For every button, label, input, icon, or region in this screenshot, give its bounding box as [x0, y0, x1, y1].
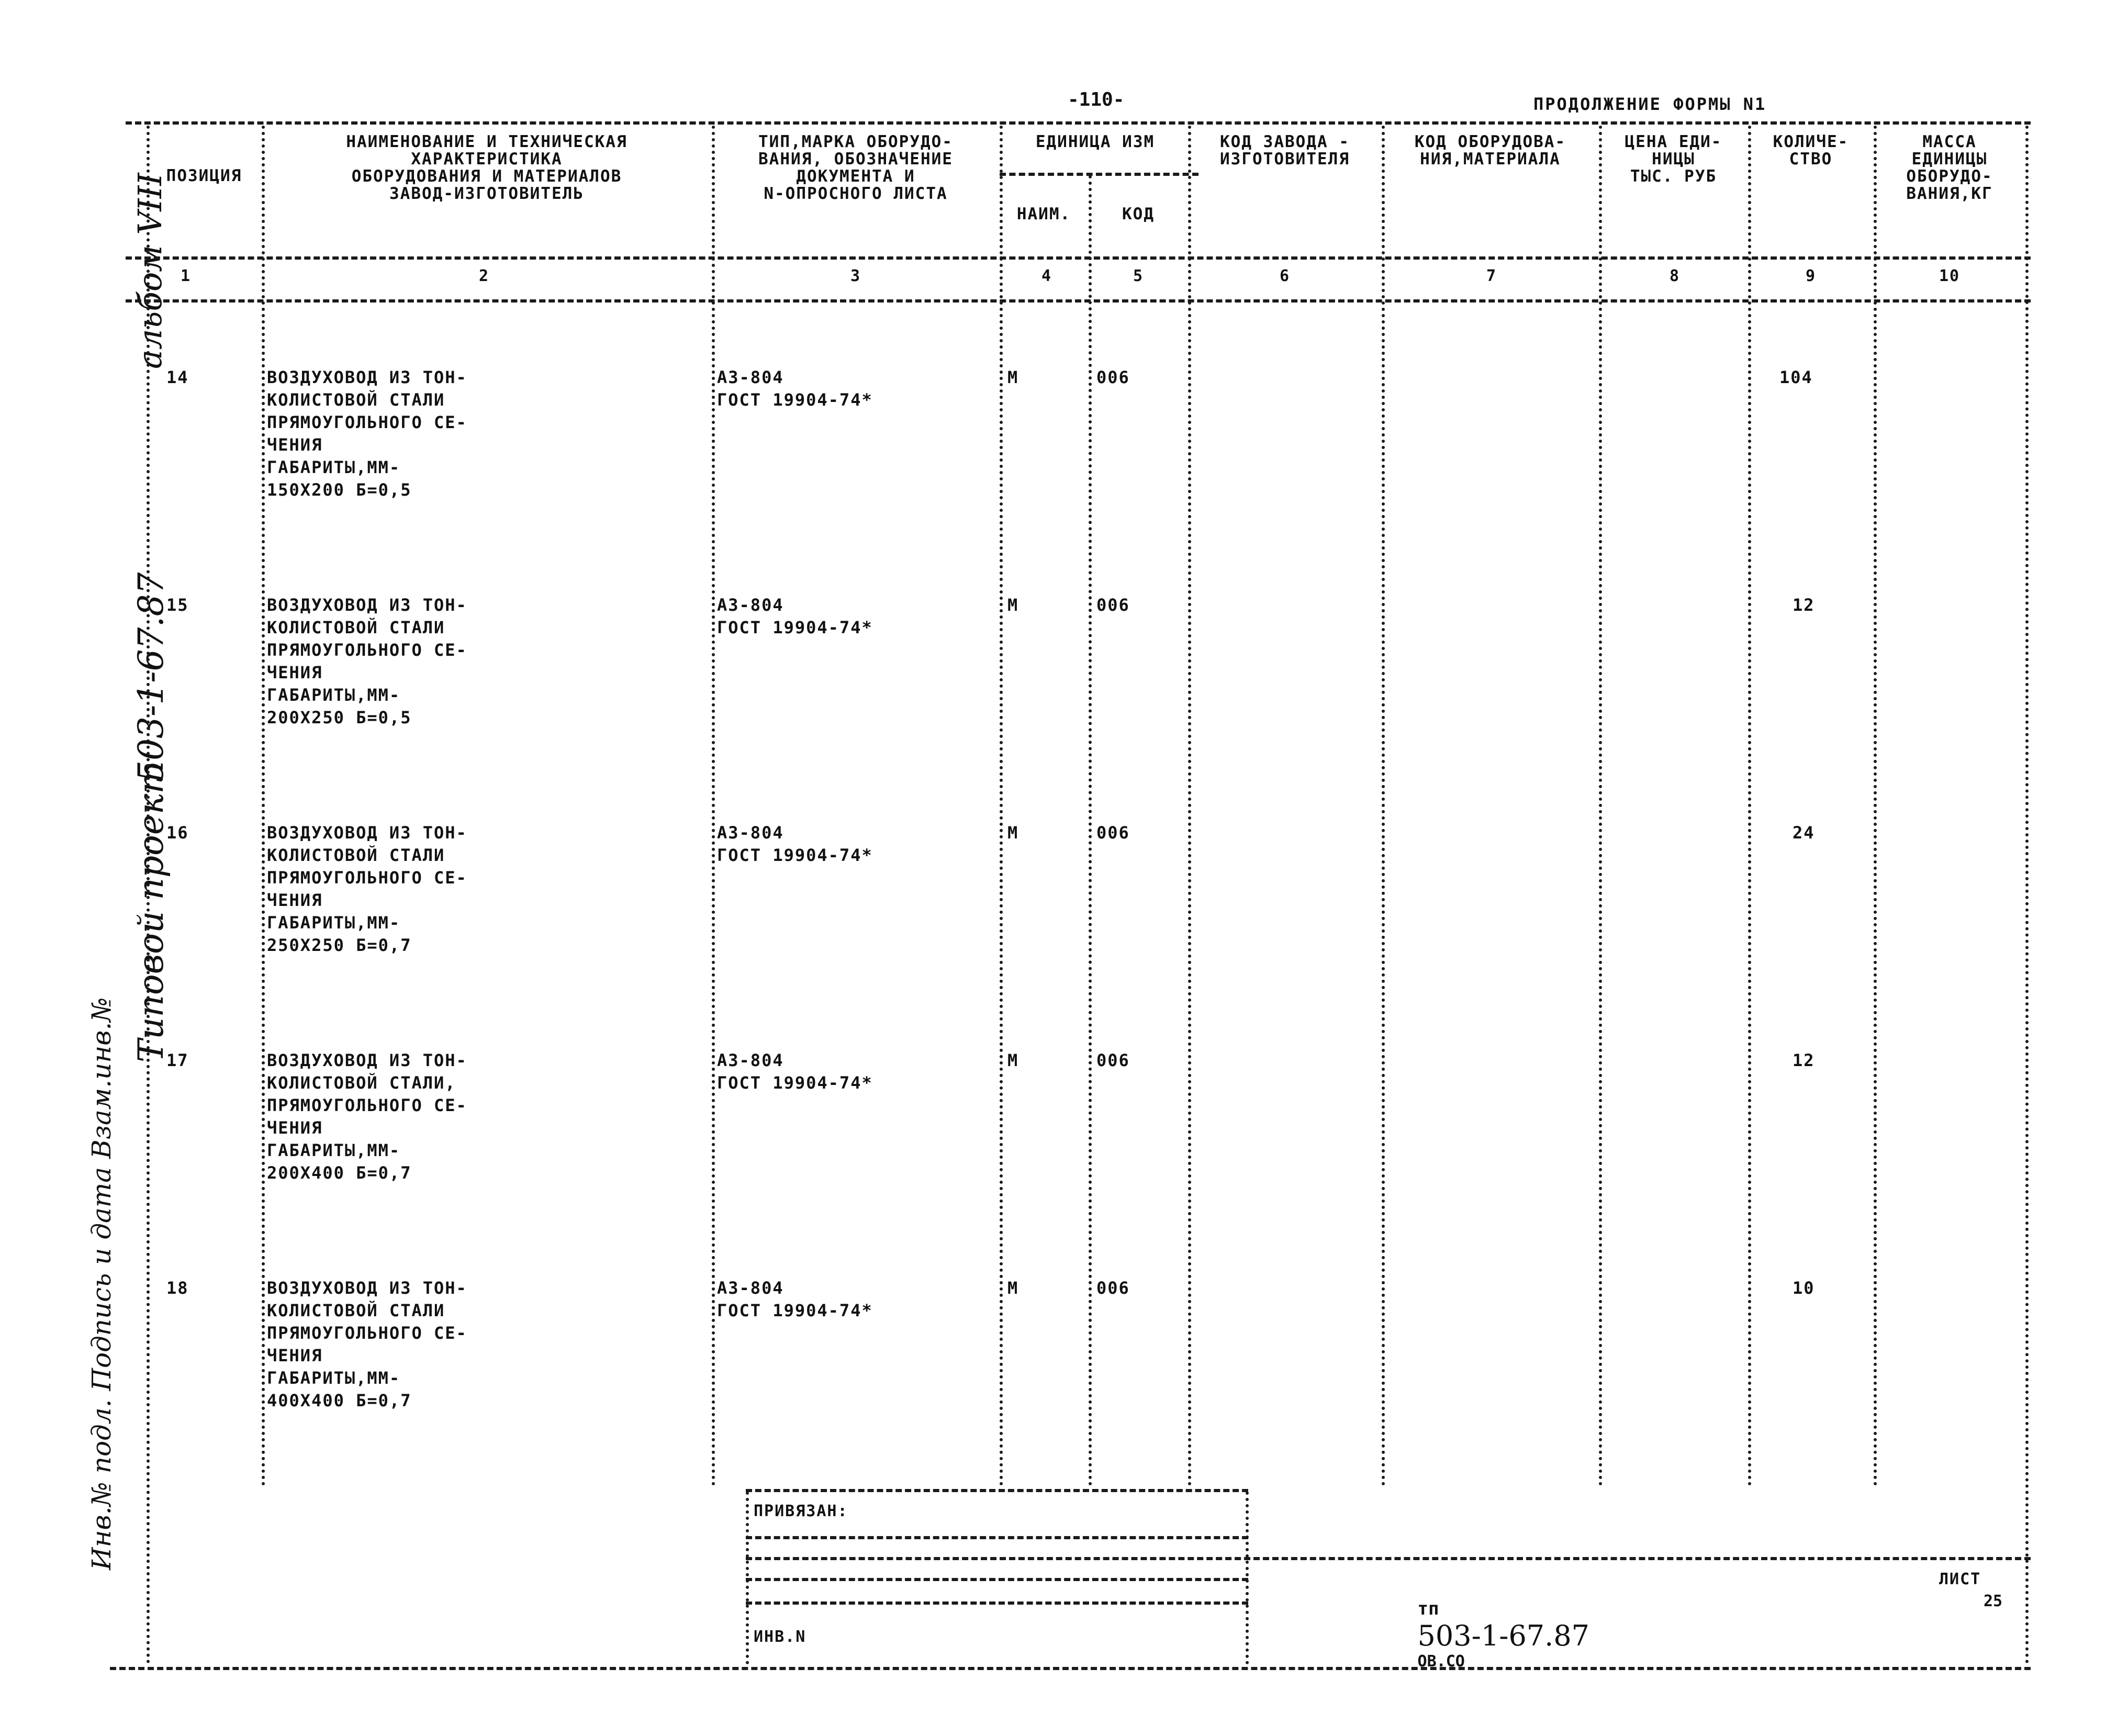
row-unit: М [1007, 595, 1019, 615]
col-sep [2025, 126, 2029, 1664]
row-unit: М [1007, 823, 1019, 843]
doc-code-number: 503-1-67.87 [1417, 1619, 1590, 1652]
row-unit: М [1007, 367, 1019, 387]
col-number: 6 [1280, 267, 1291, 285]
side-label-album: альбом VIII [131, 173, 169, 369]
stamp-rule [746, 1557, 2031, 1560]
continuation-title: ПРОДОЛЖЕНИЕ ФОРМЫ N1 [1533, 94, 1767, 114]
stamp-sep [1246, 1492, 1249, 1664]
row-position: 18 [166, 1278, 189, 1298]
side-label-project: Типовой проект [131, 761, 171, 1062]
row-name: ВОЗДУХОВОД ИЗ ТОН- КОЛИСТОВОЙ СТАЛИ, ПРЯМОУГОЛЬНОГО СЕ- ЧЕНИЯ ГАБАРИТЫ,ММ- 200Х400 Б=0,7 [267, 1050, 467, 1183]
col-number: 10 [1939, 267, 1961, 285]
table-top-rule [126, 121, 2031, 125]
header-bottom-rule [126, 256, 2031, 260]
col-header-quantity: КОЛИЧЕ- СТВО [1773, 132, 1849, 169]
unit-split-rule [1000, 173, 1198, 176]
col-header-unit: ЕДИНИЦА ИЗМ [1035, 132, 1155, 151]
row-unit: М [1007, 1050, 1019, 1070]
row-position: 15 [166, 595, 189, 615]
col-sep [262, 126, 265, 1486]
row-type: АЗ-804 ГОСТ 19904-74* [717, 595, 873, 637]
col-header-position: ПОЗИЦИЯ [166, 166, 242, 185]
row-unit: М [1007, 1278, 1019, 1298]
col-header-name: НАИМЕНОВАНИЕ И ТЕХНИЧЕСКАЯ ХАРАКТЕРИСТИКА ОБОРУДОВАНИЯ И МАТЕРИАЛОВ ЗАВОД-ИЗГОТОВИТЕЛЬ [346, 132, 628, 203]
row-unit-code: 006 [1096, 595, 1130, 615]
row-position: 14 [166, 367, 189, 387]
sheet-number: 25 [1984, 1592, 2003, 1610]
row-type: АЗ-804 ГОСТ 19904-74* [717, 1050, 873, 1093]
col-number: 8 [1670, 267, 1681, 285]
col-number: 9 [1806, 267, 1817, 285]
col-number: 1 [181, 267, 192, 285]
col-header-maker-code: КОД ЗАВОДА - ИЗГОТОВИТЕЛЯ [1220, 132, 1350, 169]
row-position: 16 [166, 823, 189, 843]
row-type: АЗ-804 ГОСТ 19904-74* [717, 367, 873, 410]
col-sep [1089, 175, 1092, 1486]
row-unit-code: 006 [1096, 1278, 1130, 1298]
col-number: 2 [479, 267, 490, 285]
col-number: 7 [1486, 267, 1497, 285]
col-sep [1000, 126, 1003, 1486]
sheet-label: ЛИСТ [1939, 1570, 1981, 1588]
row-type: АЗ-804 ГОСТ 19904-74* [717, 823, 873, 865]
doc-code-prefix: тп [1417, 1598, 1439, 1619]
row-unit-code: 006 [1096, 823, 1130, 843]
row-name: ВОЗДУХОВОД ИЗ ТОН- КОЛИСТОВОЙ СТАЛИ ПРЯМОУГОЛЬНОГО СЕ- ЧЕНИЯ ГАБАРИТЫ,ММ- 150Х200 Б=0,5 [267, 367, 467, 500]
col-header-equipment-code: КОД ОБОРУДОВА- НИЯ,МАТЕРИАЛА [1414, 132, 1566, 169]
side-label-code: 503-1-67.87 [131, 572, 171, 782]
col-header-type: ТИП,МАРКА ОБОРУДО- ВАНИЯ, ОБОЗНАЧЕНИЕ ДОКУМЕНТА И N-ОПРОСНОГО ЛИСТА [758, 132, 953, 203]
row-quantity: 12 [1793, 595, 1815, 615]
col-sep [712, 126, 715, 1486]
row-quantity: 24 [1793, 823, 1815, 843]
stamp-rule [746, 1578, 1248, 1581]
col-sep [1188, 126, 1191, 1486]
col-number: 3 [850, 267, 861, 285]
row-quantity: 104 [1779, 367, 1813, 387]
col-sep [1748, 126, 1751, 1486]
col-header-price: ЦЕНА ЕДИ- НИЦЫ ТЫС. РУБ [1625, 132, 1722, 186]
col-number: 4 [1041, 267, 1052, 285]
row-quantity: 10 [1793, 1278, 1815, 1298]
col-sep [1874, 126, 1877, 1486]
page-number: -110- [1068, 89, 1125, 110]
row-position: 17 [166, 1050, 189, 1070]
col-sep [1382, 126, 1385, 1486]
col-sep [147, 126, 150, 1664]
doc-code [1397, 1588, 1589, 1681]
stamp-sep [746, 1492, 749, 1664]
doc-code-suffix: ОВ.СО [1417, 1652, 1465, 1671]
row-type: АЗ-804 ГОСТ 19904-74* [717, 1278, 873, 1320]
col-header-unit-code: КОД [1122, 205, 1155, 223]
side-label-inventory: Инв.№ подл. Подпись и дата Взам.инв.№ [86, 997, 117, 1570]
col-sep [1599, 126, 1602, 1486]
stamp-bound: ПРИВЯЗАН: [754, 1502, 848, 1520]
row-name: ВОЗДУХОВОД ИЗ ТОН- КОЛИСТОВОЙ СТАЛИ ПРЯМОУГОЛЬНОГО СЕ- ЧЕНИЯ ГАБАРИТЫ,ММ- 200Х250 Б=0,5 [267, 595, 467, 727]
row-unit-code: 006 [1096, 367, 1130, 387]
table-bottom-rule [110, 1667, 2031, 1670]
stamp-rule [746, 1601, 1248, 1605]
stamp-inv: ИНВ.N [754, 1628, 806, 1646]
row-name: ВОЗДУХОВОД ИЗ ТОН- КОЛИСТОВОЙ СТАЛИ ПРЯМОУГОЛЬНОГО СЕ- ЧЕНИЯ ГАБАРИТЫ,ММ- 400Х400 Б=0,7 [267, 1278, 467, 1410]
column-number-rule [126, 299, 2031, 303]
row-name: ВОЗДУХОВОД ИЗ ТОН- КОЛИСТОВОЙ СТАЛИ ПРЯМОУГОЛЬНОГО СЕ- ЧЕНИЯ ГАБАРИТЫ,ММ- 250Х250 Б=0,7 [267, 823, 467, 955]
row-quantity: 12 [1793, 1050, 1815, 1070]
col-number: 5 [1133, 267, 1144, 285]
col-header-mass: МАССА ЕДИНИЦЫ ОБОРУДО- ВАНИЯ,КГ [1906, 132, 1993, 203]
stamp-rule [746, 1536, 1248, 1539]
col-header-unit-name: НАИМ. [1016, 205, 1071, 223]
row-unit-code: 006 [1096, 1050, 1130, 1070]
stamp-top-rule [746, 1489, 1248, 1492]
